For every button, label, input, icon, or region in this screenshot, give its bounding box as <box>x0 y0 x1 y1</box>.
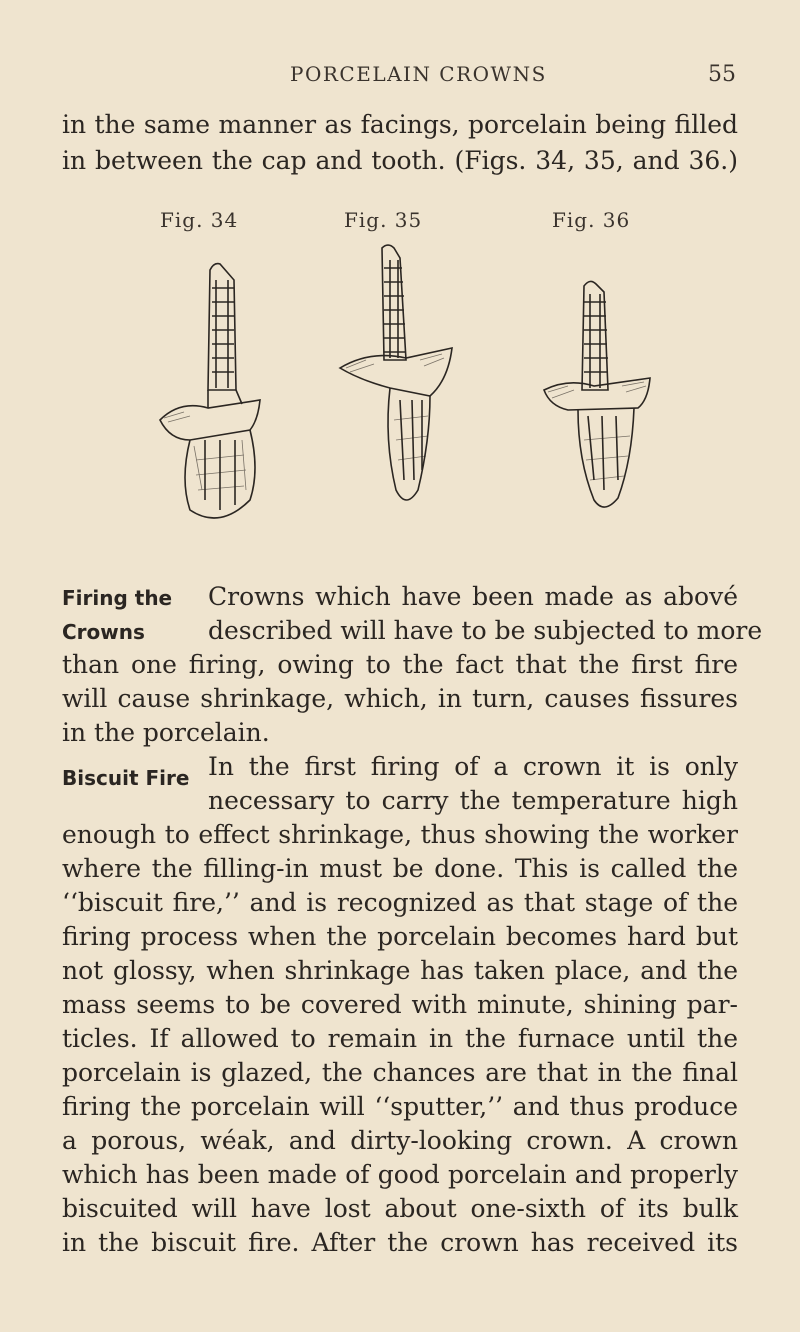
body-line: firing the porcelain will ‘‘sputter,’’ and thus produce <box>62 1092 738 1121</box>
body-line: in between the cap and tooth. (Figs. 34, 35, and 36.) <box>62 146 738 175</box>
body-line: porcelain is glazed, the chances are that in the final <box>62 1058 738 1087</box>
body-line: a porous, wéak, and dirty-looking crown. A crown <box>62 1126 738 1155</box>
tooth-crown-cap-drawing-icon <box>538 240 668 520</box>
body-line: not glossy, when shrinkage has taken place, and the <box>62 956 738 985</box>
running-head <box>0 62 800 92</box>
body-line: ticles. If allowed to remain in the furnace until the <box>62 1024 738 1053</box>
tooth-crown-cap-drawing-icon <box>330 240 470 520</box>
body-line: Crowns which have been made as abové <box>208 582 738 611</box>
body-line: in the same manner as facings, porcelain being filled <box>62 110 738 139</box>
body-line: which has been made of good porcelain and properly <box>62 1160 738 1189</box>
body-line: described will have to be subjected to more <box>208 616 763 645</box>
body-line: biscuited will have lost about one-sixth of its bulk <box>62 1194 738 1223</box>
page-number: 55 <box>708 62 736 87</box>
running-title: PORCELAIN CROWNS <box>290 62 547 86</box>
body-line: will cause shrinkage, which, in turn, causes fissures <box>62 684 738 713</box>
side-heading: Biscuit Fire <box>62 766 190 790</box>
figure-row <box>0 200 800 530</box>
figure-label: Fig. 34 <box>160 208 239 232</box>
body-line: enough to effect shrinkage, thus showing the worker <box>62 820 738 849</box>
tooth-crown-cap-drawing-icon <box>150 240 280 520</box>
figure-label: Fig. 36 <box>552 208 631 232</box>
body-line: necessary to carry the temperature high <box>208 786 738 815</box>
body-line: mass seems to be covered with minute, shining par- <box>62 990 738 1019</box>
body-line: in the porcelain. <box>62 718 270 747</box>
figure-label: Fig. 35 <box>344 208 423 232</box>
body-line: firing process when the porcelain becomes hard but <box>62 922 738 951</box>
body-line: ‘‘biscuit fire,’’ and is recognized as that stage of the <box>62 888 738 917</box>
body-line: In the first firing of a crown it is only <box>208 752 738 781</box>
body-line: in the biscuit fire. After the crown has received its <box>62 1228 738 1257</box>
body-line: where the filling-in must be done. This is called the <box>62 854 738 883</box>
side-heading: Firing the <box>62 586 173 610</box>
side-heading: Crowns <box>62 620 145 644</box>
body-line: than one firing, owing to the fact that the first fire <box>62 650 738 679</box>
